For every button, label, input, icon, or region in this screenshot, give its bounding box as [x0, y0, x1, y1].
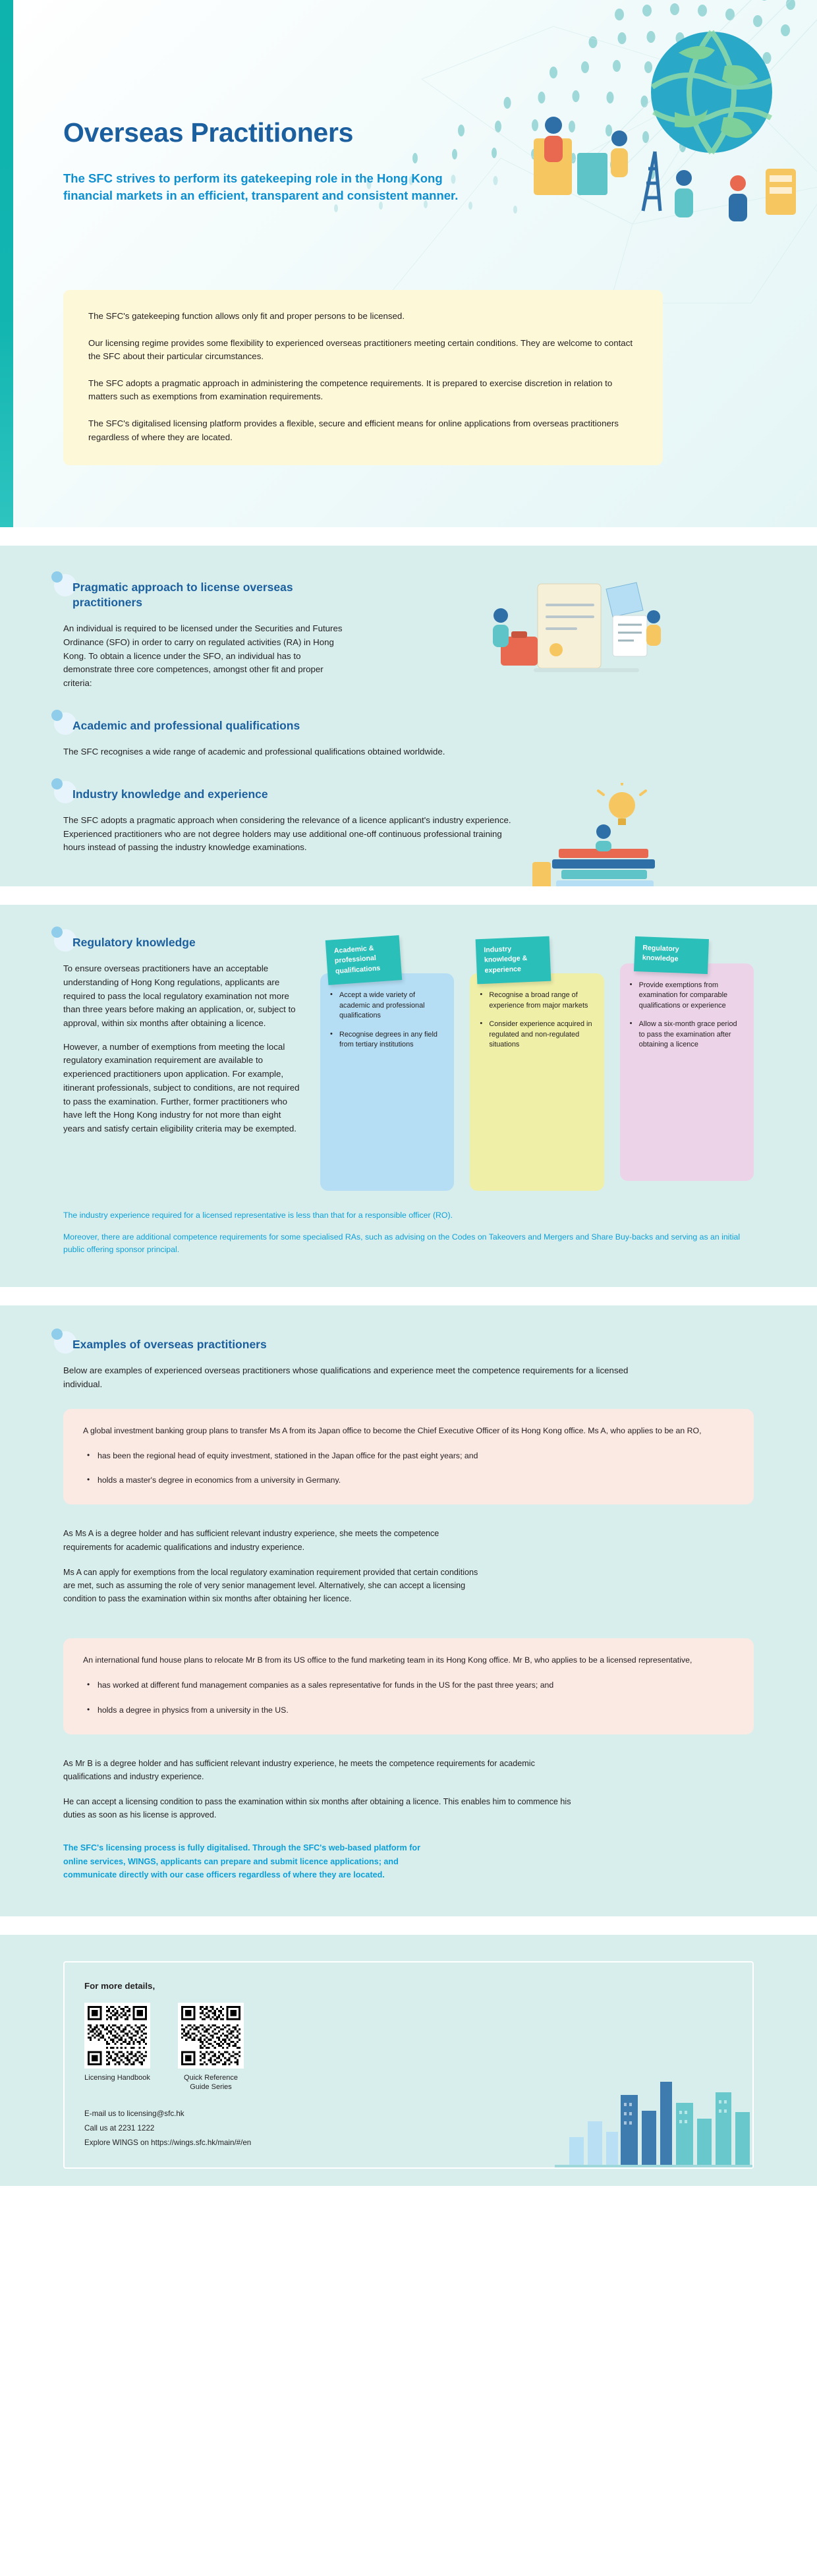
case-a-box	[63, 1409, 754, 1505]
section-divider	[0, 527, 817, 546]
card-industry	[470, 938, 604, 1191]
case-b-narrative	[63, 1757, 577, 1822]
card-bullet: • Provide exemptions from examination for comparable qualifications or experience	[629, 981, 743, 1011]
section-title: Academic and professional qualifications	[72, 718, 300, 732]
card-bullet: • Recognise degrees in any field from tertiary institutions	[329, 1030, 443, 1050]
contact-email[interactable]: E-mail us to licensing@sfc.hk	[84, 2109, 184, 2119]
narrative-paragraph: As Mr B is a degree holder and has sufficient relevant industry experience, he meets the competence requirements for academic qualifications and industry experience.	[63, 1758, 535, 1781]
closing-text: The SFC's licensing process is fully digitalised. Through the SFC's web-based platform for online services, WINGS, applicants can prepare and submit licence applications; and communicate directly with our case officers regardless of where they are located.	[63, 1843, 421, 1880]
card-body	[320, 973, 454, 1191]
block-pragmatic-approach	[63, 580, 754, 691]
section-title: Pragmatic approach to license overseas practitioners	[72, 581, 293, 610]
case-lead: An international fund house plans to relocate Mr B from its US office to the fund marketing team in its Hong Kong office. Mr B, who applies to be a licensed representative,	[83, 1655, 692, 1665]
case-lead: A global investment banking group plans to transfer Ms A from its Japan office to become the Chief Executive Officer of its Hong Kong office. Ms A, who applies to be an RO,	[83, 1425, 702, 1435]
section-divider	[0, 1916, 817, 1935]
card-tab-label: Regulatory knowledge	[634, 936, 709, 974]
contact-phone: Call us at 2231 1222	[84, 2124, 155, 2133]
competence-sections	[0, 546, 817, 886]
contact-card	[63, 1961, 754, 2169]
card-body	[620, 963, 754, 1181]
qr-item-licensing-handbook[interactable]	[84, 2003, 150, 2093]
contact-wings-url[interactable]: Explore WINGS on https://wings.sfc.hk/main/#/en	[84, 2138, 252, 2148]
regulatory-notes	[63, 1209, 754, 1257]
section-title: Industry knowledge and experience	[72, 787, 268, 801]
examples-intro: Below are examples of experienced overseas practitioners whose qualifications and experience meet the competence requirements for a licensed individual.	[63, 1365, 629, 1389]
examples-section	[0, 1305, 817, 1916]
narrative-paragraph: As Ms A is a degree holder and has sufficient relevant industry experience, she meets the competence requirements for academic qualifications and industry experience.	[63, 1529, 439, 1552]
case-b-box	[63, 1638, 754, 1734]
card-body	[470, 973, 604, 1191]
section-body: The SFC recognises a wide range of academic and professional qualifications obtained worldwide.	[63, 746, 445, 757]
block-academic-qualifications	[63, 718, 754, 759]
regulatory-knowledge-section	[0, 905, 817, 1287]
card-bullet: • Consider experience acquired in regulated and non-regulated situations	[479, 1019, 593, 1050]
block-industry-knowledge	[63, 787, 754, 855]
case-bullet: • holds a degree in physics from a university in the US.	[83, 1704, 734, 1717]
hong-kong-skyline-illustration	[423, 2069, 752, 2167]
section-title: Regulatory knowledge	[72, 935, 196, 949]
hero-subtitle: The SFC strives to perform its gatekeeping role in the Hong Kong financial markets in an efficient, transparent and consistent manner.	[63, 171, 459, 203]
callout-paragraph: Our licensing regime provides some flexibility to experienced overseas practitioners meeting certain conditions. They are welcome to contact the SFC about their particular circumstances.	[88, 337, 633, 362]
narrative-paragraph: He can accept a licensing condition to pass the examination within six months after obtaining a licence. This enables him to commence his duties as soon as his license is approved.	[63, 1797, 571, 1820]
section-title: Examples of overseas practitioners	[72, 1338, 267, 1352]
note-text: The industry experience required for a licensed representative is less than that for a responsible officer (RO).	[63, 1211, 453, 1220]
card-bullet: • Recognise a broad range of experience from major markets	[479, 990, 593, 1011]
globe-illustration	[514, 13, 804, 257]
qr-label: Licensing Handbook	[84, 2073, 150, 2082]
quick-reference-guide-qr-icon[interactable]	[178, 2003, 244, 2069]
narrative-paragraph: Ms A can apply for exemptions from the local regulatory examination requirement provided that certain conditions are met, such as assuming the role of very senior management level. Alternatively, she can accept a licensing condition to pass the examination within six months after obtaining her licence.	[63, 1567, 478, 1603]
regulatory-paragraph: However, a number of exemptions from meeting the local regulatory examination requirement are available to experienced practitioners upon application. For example, itinerant professionals, subject to conditions, are not required to pass the examination. Further, former practitioners who have left the Hong Kong industry for not more than eight years and satisfy certain eligibility criteria may be exempted.	[63, 1041, 300, 1134]
card-bullet: • Accept a wide variety of academic and professional qualifications	[329, 990, 443, 1021]
key-points-callout	[63, 290, 663, 465]
case-bullet: • has been the regional head of equity investment, stationed in the Japan office for the past eight years; and	[83, 1450, 734, 1463]
footer-section	[0, 1935, 817, 2187]
competence-cards	[320, 935, 754, 1191]
heading-academic	[63, 718, 754, 733]
card-tab-label: Industry knowledge & experience	[476, 936, 551, 985]
licensing-handbook-qr-icon[interactable]	[84, 2003, 150, 2069]
card-bullet: • Allow a six-month grace period to pass the examination after obtaining a licence	[629, 1019, 743, 1050]
section-body: The SFC adopts a pragmatic approach when considering the relevance of a licence applicant's industry experience. Experienced practitioners who are not degree holders may use additional one-off continuous professional training hours instead of passing the industry knowledge examinations.	[63, 815, 511, 853]
heading-regulatory	[63, 935, 302, 950]
footer-heading: For more details,	[84, 1980, 155, 1991]
section-divider	[0, 1287, 817, 1305]
document-briefcase-illustration	[477, 576, 675, 695]
callout-paragraph: The SFC's digitalised licensing platform provides a flexible, secure and efficient means for online applications from overseas practitioners regardless of where they are located.	[88, 418, 619, 442]
teal-accent-bar	[0, 0, 13, 527]
page-title: Overseas Practitioners	[63, 117, 354, 148]
note-text: Moreover, there are additional competence requirements for some specialised RAs, such as advising on the Codes on Takeovers and Mergers and Share Buy-backs and serving as an initial public offering sponsor principal.	[63, 1232, 741, 1255]
card-regulatory	[620, 938, 754, 1191]
qr-item-quick-reference-guide[interactable]	[178, 2003, 244, 2093]
hero-section	[0, 0, 817, 527]
section-body: An individual is required to be licensed under the Securities and Futures Ordinance (SFO) in order to carry on regulated activities (RA) in Hong Kong. To obtain a licence under the SFO, an individual has to demonstrate three core competences, amongst other fit and proper criteria:	[63, 623, 343, 689]
callout-paragraph: The SFC adopts a pragmatic approach in administering the competence requirements. It is prepared to exercise discretion in relation to matters such as exemptions from examination requirements.	[88, 378, 613, 402]
card-tab-label: Academic & professional qualifications	[325, 935, 402, 985]
case-a-narrative	[63, 1527, 485, 1605]
case-bullet: • holds a master's degree in economics from a university in Germany.	[83, 1474, 734, 1487]
card-academic	[320, 938, 454, 1191]
books-lightbulb-illustration	[523, 783, 681, 886]
case-bullet: • has worked at different fund management companies as a sales representative for funds in the US for the past three years; and	[83, 1679, 734, 1692]
qr-label: Quick Reference Guide Series	[184, 2073, 238, 2092]
heading-examples	[63, 1337, 754, 1352]
section-divider	[0, 886, 817, 905]
callout-paragraph: The SFC's gatekeeping function allows only fit and proper persons to be licensed.	[88, 311, 405, 321]
closing-statement	[63, 1841, 432, 1881]
regulatory-paragraph: To ensure overseas practitioners have an acceptable understanding of Hong Kong regulations, applicants are required to pass the local regulatory examination not more than three years before making an application, or, subject to approval, within six months after obtaining a licence.	[63, 963, 296, 1029]
